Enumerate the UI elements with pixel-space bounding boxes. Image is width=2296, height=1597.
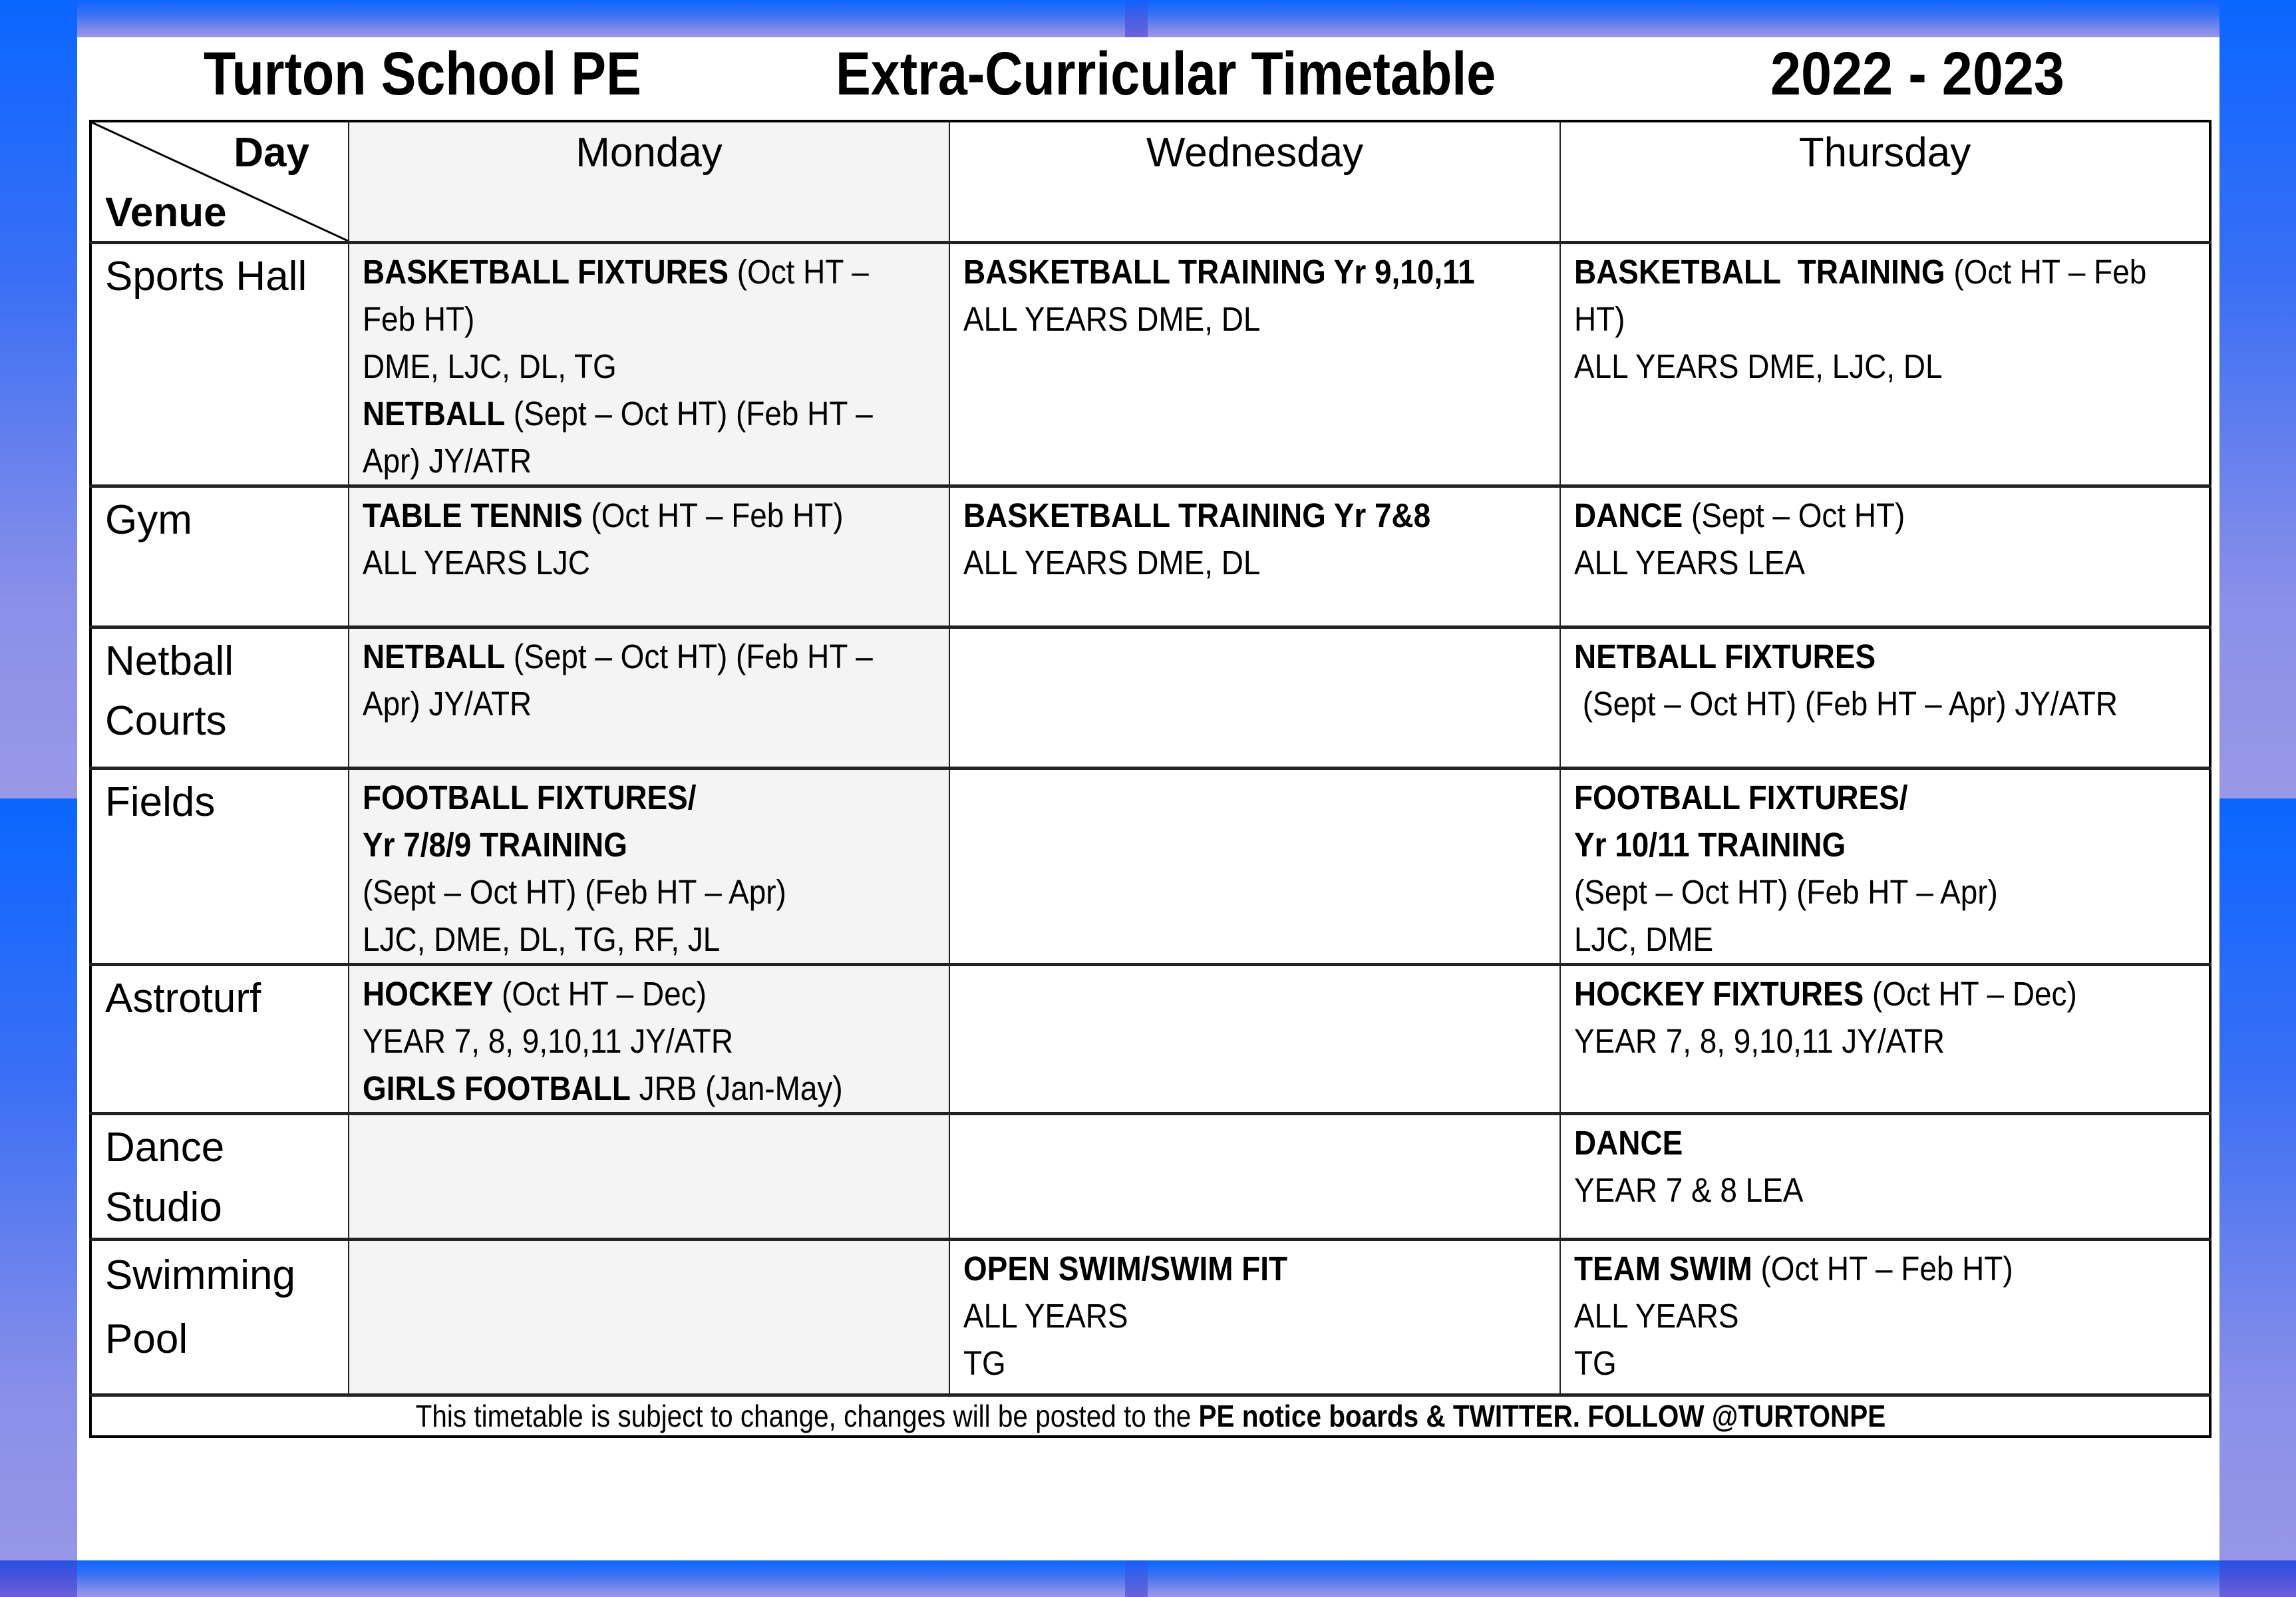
cell-swimming-pool-monday — [349, 1240, 949, 1395]
bottom-border-notch — [1125, 1560, 1148, 1597]
table-row — [90, 1114, 2210, 1240]
venue-sports-hall: Sports Hall — [90, 243, 349, 486]
day-axis-label: Day — [234, 130, 309, 176]
cell-fields-thursday: FOOTBALL FIXTURES/ Yr 10/11 TRAINING (Sept – Oct HT) (Feb HT – Apr) LJC, DME — [1560, 769, 2210, 965]
cell-fields-monday: FOOTBALL FIXTURES/ Yr 7/8/9 TRAINING (Sept – Oct HT) (Feb HT – Apr) LJC, DME, DL, TG, RF, JL — [349, 769, 949, 965]
top-border-notch — [1125, 0, 1148, 37]
cell-dance-studio-wednesday — [949, 1114, 1560, 1240]
venue-dance-studio: Dance Studio — [90, 1114, 349, 1240]
venue-swimming-pool: Swimming Pool — [90, 1240, 349, 1395]
venue-fields: Fields — [90, 769, 349, 965]
cell-gym-thursday: DANCE (Sept – Oct HT) ALL YEARS LEA — [1560, 486, 2210, 627]
title-school: Turton School PE — [204, 40, 641, 108]
table-row — [90, 769, 2210, 965]
footer-notice — [90, 1395, 2210, 1437]
header-row — [90, 121, 2210, 243]
right-border-decoration — [2219, 0, 2296, 1597]
venue-gym: Gym — [90, 486, 349, 627]
cell-astroturf-wednesday — [949, 965, 1560, 1114]
cell-dance-studio-thursday: DANCE YEAR 7 & 8 LEA — [1560, 1114, 2210, 1240]
cell-netball-courts-wednesday — [949, 627, 1560, 769]
footer-row — [90, 1395, 2210, 1437]
cell-netball-courts-monday: NETBALL (Sept – Oct HT) (Feb HT – Apr) JY/ATR — [349, 627, 949, 769]
cell-gym-wednesday: BASKETBALL TRAINING Yr 7&8 ALL YEARS DME, DL — [949, 486, 1560, 627]
cell-sports-hall-thursday: BASKETBALL TRAINING (Oct HT – Feb HT) ALL YEARS DME, LJC, DL — [1560, 243, 2210, 486]
top-border-decoration — [77, 0, 2219, 37]
timetable-page — [77, 37, 2219, 1560]
left-border-decoration — [0, 0, 77, 1597]
cell-astroturf-monday: HOCKEY (Oct HT – Dec) YEAR 7, 8, 9,10,11 JY/ATR GIRLS FOOTBALL JRB (Jan-May) — [349, 965, 949, 1114]
page-title — [77, 37, 2219, 120]
cell-sports-hall-wednesday: BASKETBALL TRAINING Yr 9,10,11 ALL YEARS DME, DL — [949, 243, 1560, 486]
cell-astroturf-thursday: HOCKEY FIXTURES (Oct HT – Dec) YEAR 7, 8, 9,10,11 JY/ATR — [1560, 965, 2210, 1114]
venue-netball-courts: Netball Courts — [90, 627, 349, 769]
table-row — [90, 627, 2210, 769]
bottom-border-decoration — [77, 1560, 2219, 1597]
table-row — [90, 486, 2210, 627]
cell-swimming-pool-wednesday: OPEN SWIM/SWIM FIT ALL YEARS TG — [949, 1240, 1560, 1395]
day-header-thursday: Thursday — [1560, 121, 2210, 243]
cell-swimming-pool-thursday: TEAM SWIM (Oct HT – Feb HT) ALL YEARS TG — [1560, 1240, 2210, 1395]
venue-astroturf: Astroturf — [90, 965, 349, 1114]
cell-fields-wednesday — [949, 769, 1560, 965]
bottom-right-corner-decoration — [2219, 1560, 2296, 1597]
table-row — [90, 965, 2210, 1114]
footer-notice-emphasis: PE notice boards & TWITTER. FOLLOW @TURTONPE — [1198, 1399, 1886, 1433]
title-timetable: Extra-Curricular Timetable — [836, 40, 1496, 108]
venue-axis-label: Venue — [105, 190, 227, 236]
day-header-wednesday: Wednesday — [949, 121, 1560, 243]
cell-gym-monday: TABLE TENNIS (Oct HT – Feb HT) ALL YEARS LJC — [349, 486, 949, 627]
corner-header-cell — [90, 121, 349, 243]
table-row — [90, 243, 2210, 486]
bottom-left-corner-decoration — [0, 1560, 77, 1597]
cell-netball-courts-thursday: NETBALL FIXTURES (Sept – Oct HT) (Feb HT – Apr) JY/ATR — [1560, 627, 2210, 769]
table-row — [90, 1240, 2210, 1395]
timetable-grid — [89, 120, 2212, 1438]
title-year: 2022 - 2023 — [1770, 40, 2064, 108]
footer-notice-text: This timetable is subject to change, changes will be posted to the — [415, 1399, 1199, 1433]
day-header-monday: Monday — [349, 121, 949, 243]
cell-sports-hall-monday: BASKETBALL FIXTURES (Oct HT – Feb HT) DME, LJC, DL, TG NETBALL (Sept – Oct HT) (Feb HT – Apr) JY/ATR — [349, 243, 949, 486]
cell-dance-studio-monday — [349, 1114, 949, 1240]
